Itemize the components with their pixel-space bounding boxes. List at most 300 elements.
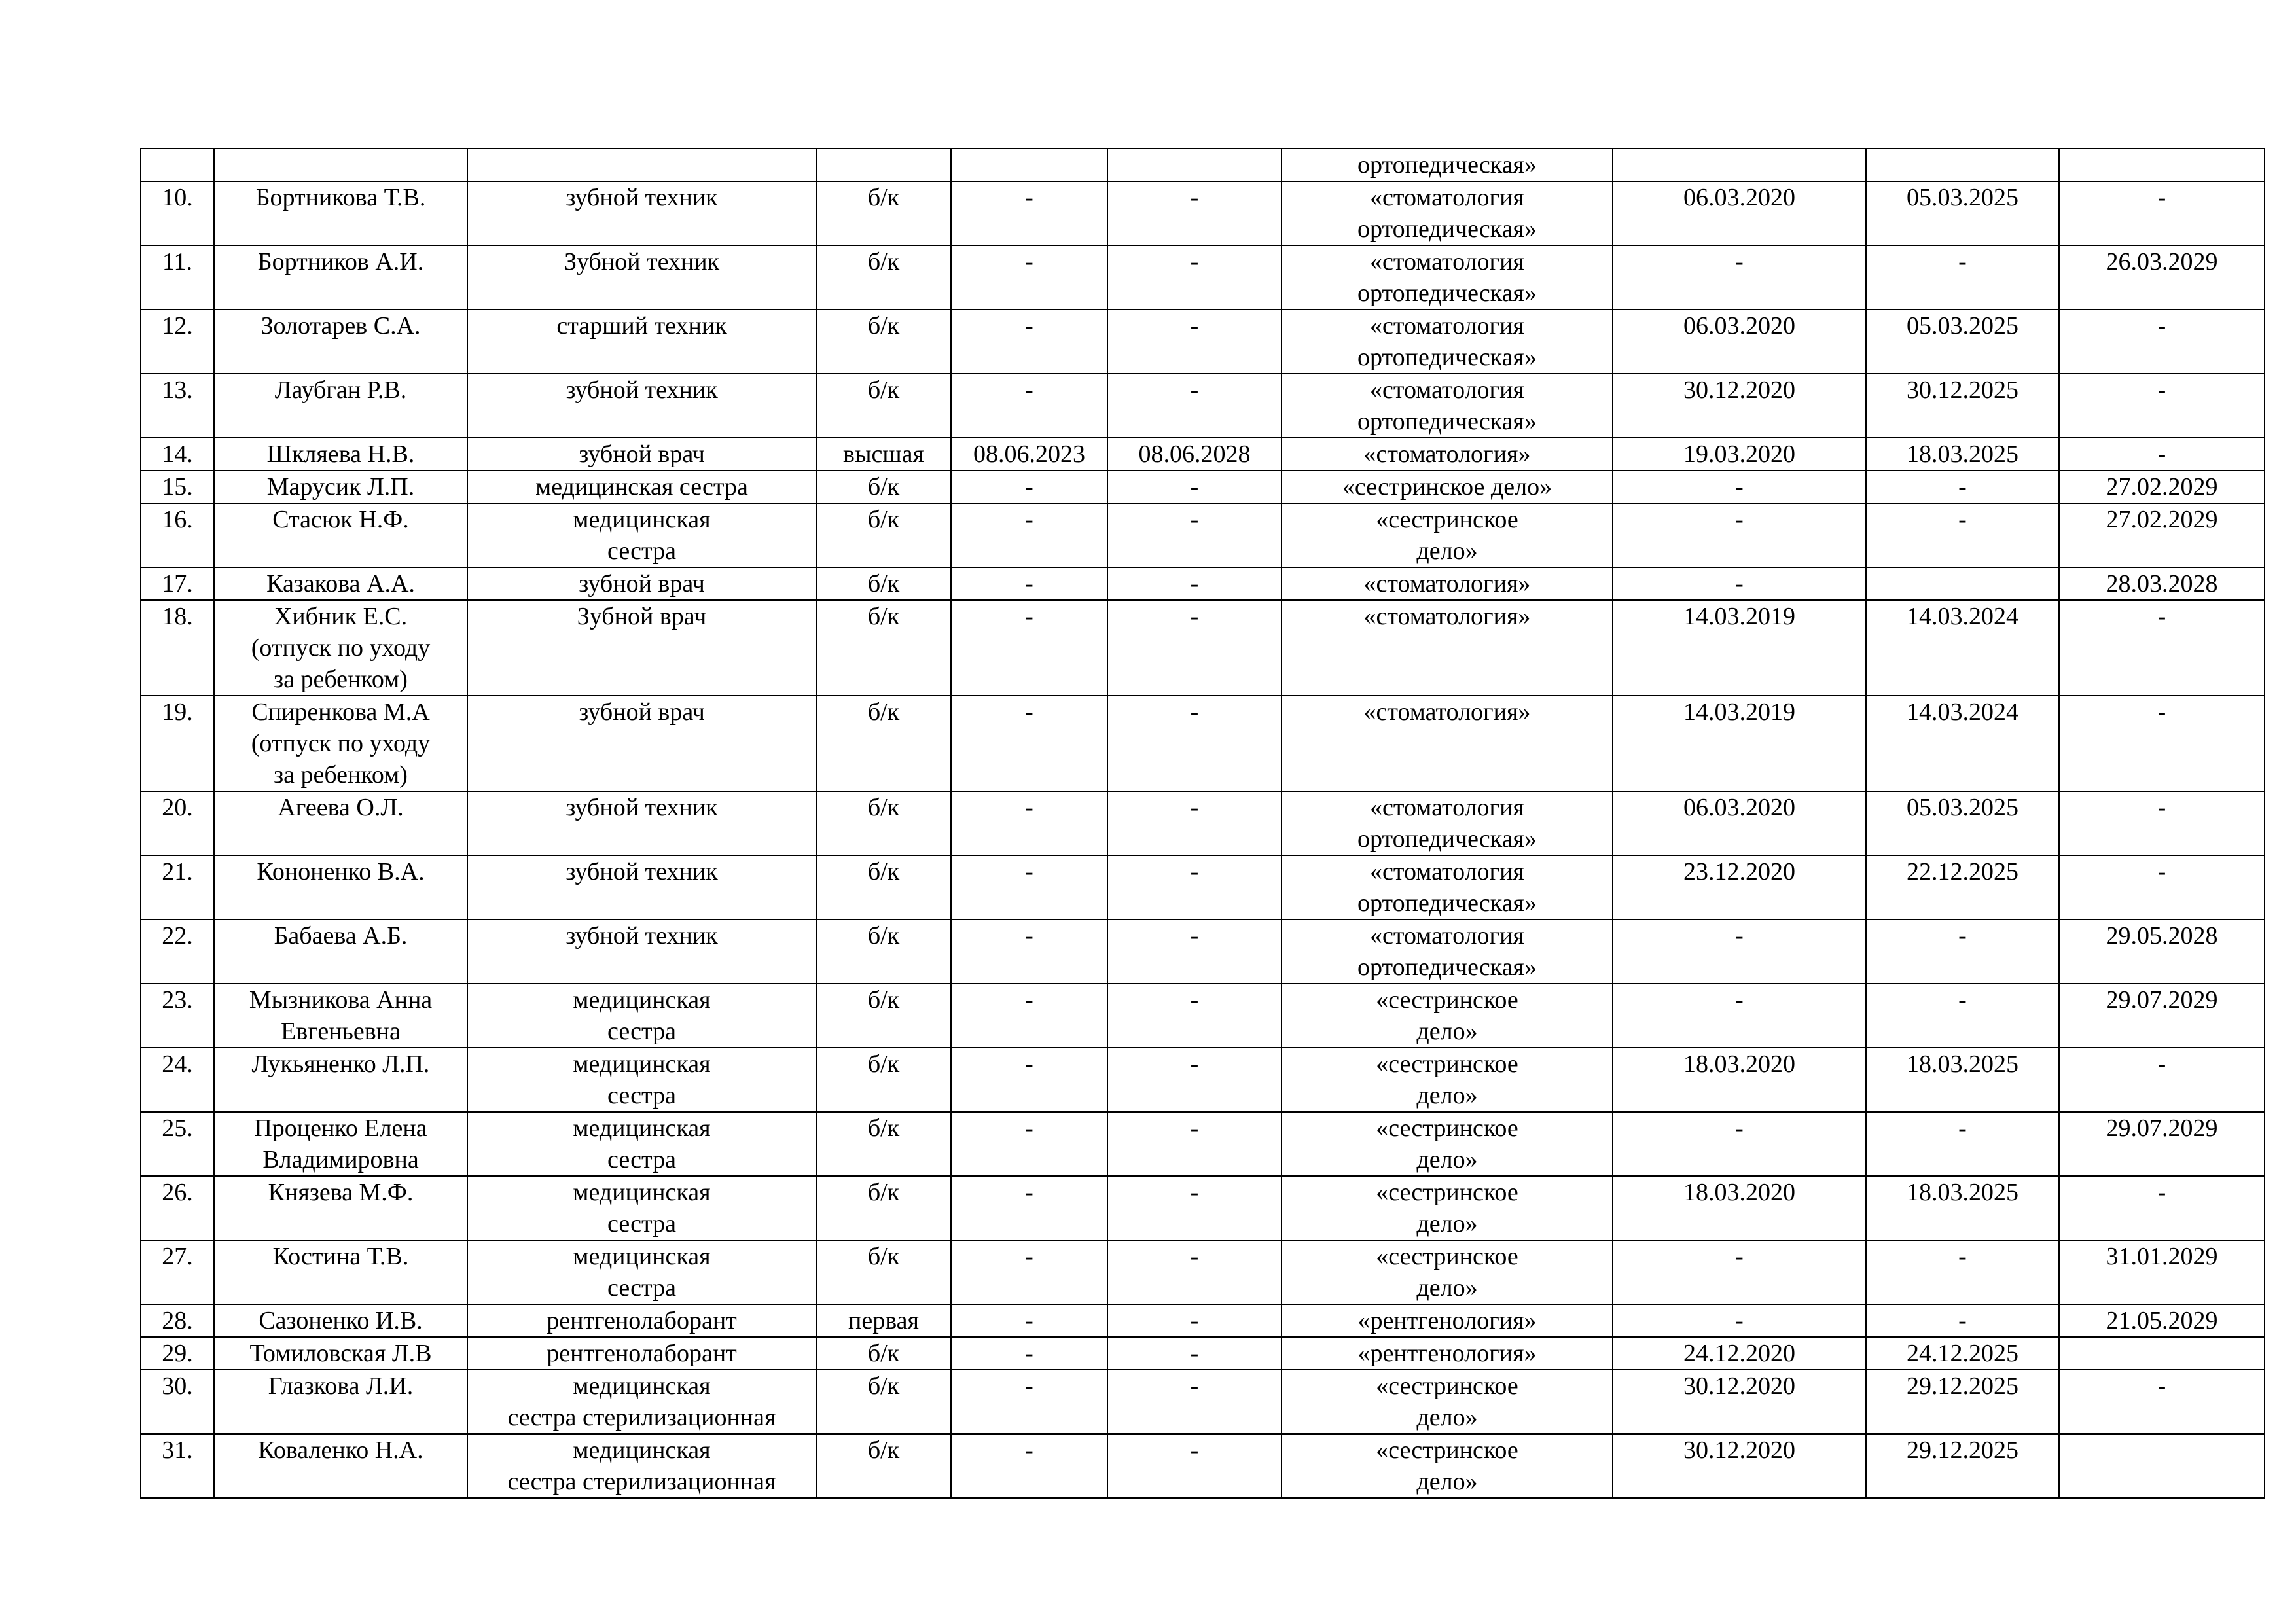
table-row-continuation <box>141 149 2265 181</box>
row-number-cell <box>141 919 214 984</box>
category-from-text: - <box>1025 922 1033 950</box>
certificate-to-text: 18.03.2025 <box>1907 440 2018 468</box>
accreditation-text: 27.02.2029 <box>2106 473 2218 501</box>
certificate-to-cell <box>1866 1240 2059 1304</box>
category-text: б/к <box>867 1179 900 1206</box>
name-line: Агеева О.Л. <box>278 794 404 821</box>
category-to-text: - <box>1190 794 1199 821</box>
accreditation-cell <box>2059 245 2265 310</box>
category-from-cell <box>951 1434 1107 1498</box>
position-cell <box>467 919 816 984</box>
row-number-cell <box>141 471 214 503</box>
accreditation-text: - <box>2157 184 2166 211</box>
accreditation-text: 26.03.2029 <box>2106 248 2218 276</box>
accreditation-cell <box>2059 181 2265 245</box>
position-line: сестра стерилизационная <box>507 1468 776 1495</box>
row-number-cell <box>141 600 214 696</box>
specialty-line: дело» <box>1416 1468 1478 1495</box>
category-text: б/к <box>867 603 900 630</box>
category-from-text: - <box>1025 986 1033 1014</box>
category-text: б/к <box>867 506 900 533</box>
certificate-from-cell <box>1613 374 1866 438</box>
category-to-text: - <box>1190 184 1199 211</box>
certificate-to-text: 14.03.2024 <box>1907 603 2018 630</box>
certificate-to-cell <box>1866 503 2059 567</box>
position-line: рентгенолаборант <box>547 1340 737 1367</box>
category-to-text: - <box>1190 1436 1199 1464</box>
name-cell <box>214 1176 467 1240</box>
category-to-cell <box>1107 1048 1282 1112</box>
table-body <box>141 149 2265 1498</box>
name-line: Мызникова Анна <box>249 986 433 1014</box>
specialty-line: дело» <box>1416 1146 1478 1173</box>
accreditation-cell <box>2059 471 2265 503</box>
row-number-text: 13. <box>162 376 193 404</box>
position-line: старший техник <box>556 312 727 340</box>
certificate-to-cell <box>1866 919 2059 984</box>
accreditation-cell <box>2059 1434 2265 1498</box>
accreditation-cell <box>2059 310 2265 374</box>
certificate-from-cell <box>1613 696 1866 791</box>
certificate-from-text: - <box>1735 473 1744 501</box>
certificate-to-text: - <box>1958 473 1967 501</box>
certificate-to-cell <box>1866 1048 2059 1112</box>
certificate-from-cell <box>1613 855 1866 919</box>
category-from-text: - <box>1025 1307 1033 1334</box>
row-number-cell <box>141 1370 214 1434</box>
certificate-to-cell <box>1866 1176 2059 1240</box>
row-number-cell <box>141 1304 214 1337</box>
row-number-cell <box>141 438 214 471</box>
accreditation-text: 29.07.2029 <box>2106 1115 2218 1142</box>
specialty-cell <box>1282 855 1613 919</box>
accreditation-cell <box>2059 791 2265 855</box>
accreditation-cell <box>2059 1240 2265 1304</box>
certificate-to-text: 18.03.2025 <box>1907 1179 2018 1206</box>
row-number-cell <box>141 1337 214 1370</box>
table-row <box>141 374 2265 438</box>
category-from-cell <box>951 1337 1107 1370</box>
specialty-cell <box>1282 1434 1613 1498</box>
category-to-text: - <box>1190 1243 1199 1270</box>
category-to-text: 08.06.2028 <box>1138 440 1251 468</box>
specialty-cell <box>1282 1304 1613 1337</box>
position-cell <box>467 696 816 791</box>
position-cell <box>467 503 816 567</box>
certificate-to-cell <box>1866 471 2059 503</box>
table-row <box>141 310 2265 374</box>
specialty-line: дело» <box>1416 1018 1478 1045</box>
name-cell <box>214 1370 467 1434</box>
certificate-to-cell <box>1866 855 2059 919</box>
specialty-cell <box>1282 791 1613 855</box>
category-from-text: - <box>1025 506 1033 533</box>
specialty-line: «сестринское <box>1376 1179 1518 1206</box>
certificate-to-text: 24.12.2025 <box>1907 1340 2018 1367</box>
position-cell <box>467 1048 816 1112</box>
row-number-cell <box>141 1240 214 1304</box>
specialty-line: «сестринское <box>1376 1436 1518 1464</box>
category-cell <box>816 1434 951 1498</box>
category-cell <box>816 1337 951 1370</box>
certificate-to-cell <box>1866 149 2059 181</box>
certificate-from-text: 19.03.2020 <box>1683 440 1795 468</box>
category-from-cell <box>951 181 1107 245</box>
certificate-to-cell <box>1866 1112 2059 1176</box>
category-to-cell <box>1107 1240 1282 1304</box>
row-number-text: 17. <box>162 570 193 597</box>
specialty-line: ортопедическая» <box>1357 825 1537 853</box>
category-to-cell <box>1107 374 1282 438</box>
name-cell <box>214 791 467 855</box>
specialty-line: «стоматология <box>1370 858 1524 885</box>
category-to-cell <box>1107 791 1282 855</box>
certificate-to-text: - <box>1958 1115 1967 1142</box>
position-cell <box>467 1370 816 1434</box>
certificate-to-cell <box>1866 600 2059 696</box>
certificate-to-text: - <box>1958 1243 1967 1270</box>
specialty-cell <box>1282 438 1613 471</box>
category-to-cell <box>1107 1370 1282 1434</box>
certificate-to-text: 05.03.2025 <box>1907 794 2018 821</box>
name-cell <box>214 696 467 791</box>
row-number-text: 21. <box>162 858 193 885</box>
accreditation-text: - <box>2157 794 2166 821</box>
category-cell <box>816 791 951 855</box>
category-from-text: - <box>1025 376 1033 404</box>
specialty-text: ортопедическая» <box>1357 151 1537 179</box>
category-cell <box>816 696 951 791</box>
certificate-from-text: - <box>1735 506 1744 533</box>
position-line: Зубной техник <box>564 248 720 276</box>
certificate-to-text: - <box>1958 922 1967 950</box>
certificate-from-text: - <box>1735 1115 1744 1142</box>
category-from-text: - <box>1025 1115 1033 1142</box>
certificate-from-text: 14.03.2019 <box>1683 698 1795 726</box>
certificate-from-text: - <box>1735 570 1744 597</box>
name-cell <box>214 245 467 310</box>
name-cell <box>214 181 467 245</box>
category-to-cell <box>1107 855 1282 919</box>
row-number-cell <box>141 1112 214 1176</box>
certificate-from-cell <box>1613 438 1866 471</box>
category-to-cell <box>1107 919 1282 984</box>
category-cell <box>816 567 951 600</box>
specialty-cell <box>1282 1370 1613 1434</box>
name-line: Казакова А.А. <box>266 570 415 597</box>
category-cell <box>816 855 951 919</box>
position-line: медицинская <box>573 1372 711 1400</box>
category-text: б/к <box>867 1340 900 1367</box>
category-to-cell <box>1107 696 1282 791</box>
name-cell <box>214 149 467 181</box>
category-to-text: - <box>1190 570 1199 597</box>
accreditation-cell <box>2059 696 2265 791</box>
name-cell <box>214 1112 467 1176</box>
row-number-text: 19. <box>162 698 193 726</box>
category-from-cell <box>951 1304 1107 1337</box>
row-number-text: 20. <box>162 794 193 821</box>
category-to-text: - <box>1190 922 1199 950</box>
certificate-from-cell <box>1613 471 1866 503</box>
name-line: Бабаева А.Б. <box>274 922 408 950</box>
name-cell <box>214 471 467 503</box>
specialty-line: дело» <box>1416 1210 1478 1238</box>
category-to-cell <box>1107 471 1282 503</box>
row-number-cell <box>141 374 214 438</box>
name-line: за ребенком) <box>274 761 408 789</box>
name-line: Бортников А.И. <box>257 248 424 276</box>
category-to-cell <box>1107 1337 1282 1370</box>
name-line: Стасюк Н.Ф. <box>272 506 409 533</box>
specialty-line: «стоматология <box>1370 794 1524 821</box>
certificate-to-text: 05.03.2025 <box>1907 184 2018 211</box>
certificate-to-text: 05.03.2025 <box>1907 312 2018 340</box>
category-to-text: - <box>1190 603 1199 630</box>
accreditation-cell <box>2059 1337 2265 1370</box>
category-text: б/к <box>867 922 900 950</box>
category-from-cell <box>951 600 1107 696</box>
accreditation-cell <box>2059 1304 2265 1337</box>
row-number-cell <box>141 1176 214 1240</box>
name-line: (отпуск по уходу <box>251 634 431 662</box>
specialty-line: ортопедическая» <box>1357 279 1537 307</box>
position-line: зубной техник <box>565 376 718 404</box>
category-to-text: - <box>1190 312 1199 340</box>
category-from-text: - <box>1025 1436 1033 1464</box>
category-from-text: - <box>1025 1372 1033 1400</box>
accreditation-cell <box>2059 855 2265 919</box>
accreditation-text: - <box>2157 440 2166 468</box>
certificate-to-cell <box>1866 438 2059 471</box>
category-to-cell <box>1107 245 1282 310</box>
category-text: б/к <box>867 986 900 1014</box>
specialty-cell <box>1282 245 1613 310</box>
row-number-text: 22. <box>162 922 193 950</box>
row-number-text: 10. <box>162 184 193 211</box>
table-row <box>141 1240 2265 1304</box>
table-row <box>141 438 2265 471</box>
name-line: Лаубган Р.В. <box>274 376 407 404</box>
specialty-cell <box>1282 503 1613 567</box>
category-cell <box>816 438 951 471</box>
specialty-line: «стоматология <box>1370 184 1524 211</box>
certificate-to-cell <box>1866 1337 2059 1370</box>
certificate-to-text: 14.03.2024 <box>1907 698 2018 726</box>
position-line: зубной врач <box>579 440 705 468</box>
certificate-to-text: 29.12.2025 <box>1907 1436 2018 1464</box>
certificate-to-cell <box>1866 1304 2059 1337</box>
category-to-cell <box>1107 310 1282 374</box>
position-line: сестра <box>607 1018 676 1045</box>
specialty-line: «стоматология <box>1370 248 1524 276</box>
table-row <box>141 471 2265 503</box>
category-to-cell <box>1107 1434 1282 1498</box>
certificate-from-text: - <box>1735 1307 1744 1334</box>
category-to-text: - <box>1190 248 1199 276</box>
row-number-cell <box>141 567 214 600</box>
category-from-text: 08.06.2023 <box>973 440 1085 468</box>
name-line: Марусик Л.П. <box>266 473 415 501</box>
specialty-line: дело» <box>1416 1404 1478 1431</box>
position-line: сестра <box>607 1146 676 1173</box>
accreditation-text: - <box>2157 698 2166 726</box>
name-line: Сазоненко И.В. <box>259 1307 423 1334</box>
name-line: Спиренкова М.А <box>251 698 430 726</box>
accreditation-cell <box>2059 503 2265 567</box>
row-number-text: 11. <box>162 248 193 276</box>
category-to-cell <box>1107 1304 1282 1337</box>
name-line: Князева М.Ф. <box>268 1179 414 1206</box>
position-line: сестра <box>607 1210 676 1238</box>
category-text: первая <box>848 1307 919 1334</box>
table-row <box>141 696 2265 791</box>
certificate-to-cell <box>1866 181 2059 245</box>
category-text: б/к <box>867 1436 900 1464</box>
certificate-to-cell <box>1866 245 2059 310</box>
specialty-line: «рентгенология» <box>1357 1307 1537 1334</box>
category-from-cell <box>951 438 1107 471</box>
category-from-cell <box>951 1240 1107 1304</box>
certificate-from-text: - <box>1735 1243 1744 1270</box>
certificate-to-cell <box>1866 1434 2059 1498</box>
position-cell <box>467 149 816 181</box>
certificate-to-cell <box>1866 791 2059 855</box>
accreditation-cell <box>2059 1370 2265 1434</box>
accreditation-cell <box>2059 1048 2265 1112</box>
certificate-to-text: - <box>1958 248 1967 276</box>
certificate-to-text: 30.12.2025 <box>1907 376 2018 404</box>
certificate-from-text: 30.12.2020 <box>1683 376 1795 404</box>
accreditation-cell <box>2059 984 2265 1048</box>
row-number-cell <box>141 984 214 1048</box>
position-line: Зубной врач <box>577 603 707 630</box>
name-line: Шкляева Н.В. <box>266 440 415 468</box>
accreditation-text: - <box>2157 376 2166 404</box>
specialty-line: «сестринское <box>1376 1050 1518 1078</box>
accreditation-cell <box>2059 919 2265 984</box>
accreditation-cell <box>2059 149 2265 181</box>
category-to-text: - <box>1190 473 1199 501</box>
position-cell <box>467 1434 816 1498</box>
category-to-text: - <box>1190 506 1199 533</box>
specialty-line: «сестринское <box>1376 1372 1518 1400</box>
specialty-line: «стоматология» <box>1363 603 1531 630</box>
category-from-text: - <box>1025 248 1033 276</box>
category-text: б/к <box>867 248 900 276</box>
category-cell <box>816 310 951 374</box>
row-number-cell <box>141 245 214 310</box>
category-from-cell <box>951 1370 1107 1434</box>
row-number-text: 16. <box>162 506 193 533</box>
position-line: медицинская <box>573 1243 711 1270</box>
position-cell <box>467 374 816 438</box>
table-row <box>141 984 2265 1048</box>
category-from-text: - <box>1025 603 1033 630</box>
category-cell <box>816 1048 951 1112</box>
position-cell <box>467 855 816 919</box>
specialty-cell <box>1282 471 1613 503</box>
category-from-cell <box>951 503 1107 567</box>
category-text: б/к <box>867 312 900 340</box>
certificate-to-text: 29.12.2025 <box>1907 1372 2018 1400</box>
specialty-line: «стоматология» <box>1363 570 1531 597</box>
category-to-cell <box>1107 1176 1282 1240</box>
table-row <box>141 600 2265 696</box>
category-from-cell <box>951 1112 1107 1176</box>
category-from-text: - <box>1025 1340 1033 1367</box>
certificate-from-text: 23.12.2020 <box>1683 858 1795 885</box>
specialty-cell <box>1282 567 1613 600</box>
row-number-text: 29. <box>162 1340 193 1367</box>
position-cell <box>467 600 816 696</box>
name-cell <box>214 310 467 374</box>
certificate-to-text: 22.12.2025 <box>1907 858 2018 885</box>
name-cell <box>214 1337 467 1370</box>
row-number-cell <box>141 310 214 374</box>
specialty-line: «рентгенология» <box>1357 1340 1537 1367</box>
row-number-cell <box>141 855 214 919</box>
table-row <box>141 245 2265 310</box>
row-number-cell <box>141 149 214 181</box>
name-line: за ребенком) <box>274 666 408 693</box>
certificate-from-cell <box>1613 181 1866 245</box>
row-number-text: 12. <box>162 312 193 340</box>
category-cell <box>816 1304 951 1337</box>
row-number-text: 26. <box>162 1179 193 1206</box>
category-from-text: - <box>1025 570 1033 597</box>
category-to-text: - <box>1190 1307 1199 1334</box>
specialty-line: ортопедическая» <box>1357 215 1537 243</box>
category-to-cell <box>1107 438 1282 471</box>
position-line: зубной техник <box>565 922 718 950</box>
name-line: Томиловская Л.В <box>249 1340 432 1367</box>
row-number-text: 23. <box>162 986 193 1014</box>
position-line: сестра стерилизационная <box>507 1404 776 1431</box>
specialty-cell <box>1282 149 1613 181</box>
category-text: б/к <box>867 1050 900 1078</box>
specialty-line: «стоматология <box>1370 922 1524 950</box>
position-line: сестра <box>607 1082 676 1109</box>
certificate-to-cell <box>1866 696 2059 791</box>
certificate-from-text: 06.03.2020 <box>1683 312 1795 340</box>
certificate-to-text: 18.03.2025 <box>1907 1050 2018 1078</box>
category-cell <box>816 149 951 181</box>
category-text: б/к <box>867 376 900 404</box>
row-number-cell <box>141 696 214 791</box>
accreditation-text: - <box>2157 1050 2166 1078</box>
category-to-cell <box>1107 567 1282 600</box>
specialty-line: «стоматология <box>1370 312 1524 340</box>
certificate-from-text: - <box>1735 248 1744 276</box>
category-from-cell <box>951 245 1107 310</box>
specialty-line: ортопедическая» <box>1357 408 1537 435</box>
specialty-line: дело» <box>1416 1274 1478 1302</box>
category-to-cell <box>1107 503 1282 567</box>
certificate-from-cell <box>1613 1370 1866 1434</box>
certificate-to-cell <box>1866 310 2059 374</box>
name-line: Кононенко В.А. <box>257 858 425 885</box>
position-cell <box>467 471 816 503</box>
specialty-cell <box>1282 984 1613 1048</box>
category-from-cell <box>951 149 1107 181</box>
specialty-line: «сестринское <box>1376 1243 1518 1270</box>
certificate-to-cell <box>1866 1370 2059 1434</box>
category-cell <box>816 1176 951 1240</box>
specialty-cell <box>1282 181 1613 245</box>
table-row <box>141 503 2265 567</box>
table-row <box>141 855 2265 919</box>
